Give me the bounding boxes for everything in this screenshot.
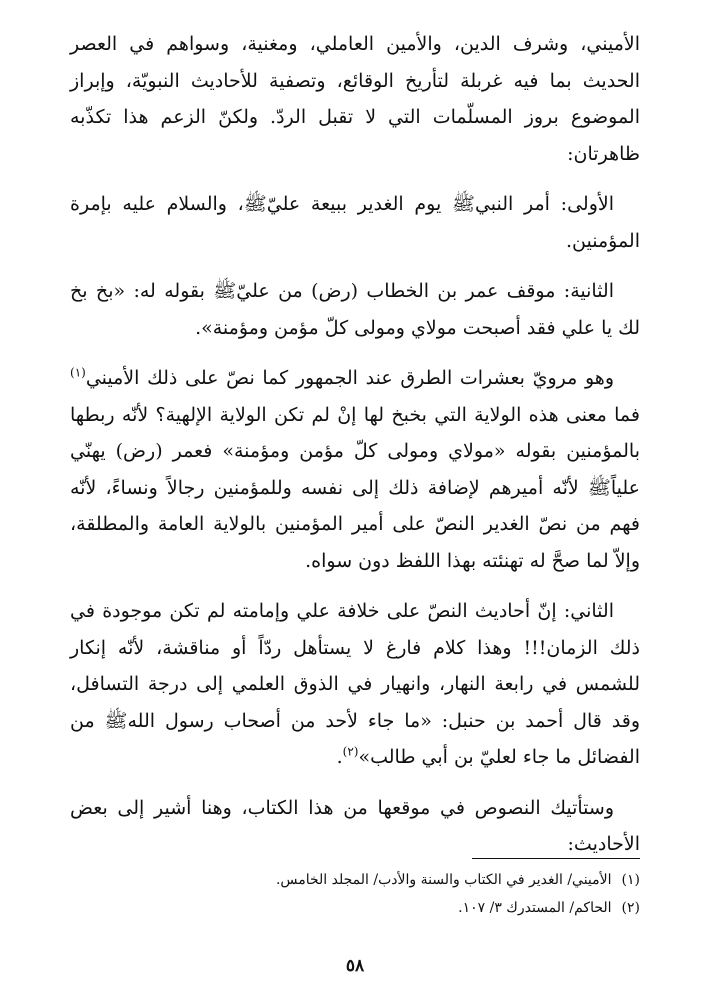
- footnote-1: [70, 866, 640, 894]
- paragraph-gap: [70, 579, 640, 593]
- footnote-text: الأميني/ الغدير في الكتاب والسنة والأدب/ المجلد الخامس.: [275, 872, 612, 888]
- body-text: [70, 26, 640, 863]
- paragraph-gap: [70, 346, 640, 360]
- paragraph-4-text-a: وهو مرويّ بعشرات الطرق عند الجمهور كما نصّ على ذلك الأميني: [85, 367, 614, 389]
- paragraph-3: الثانية: موقف عمر بن الخطاب (رض) من عليّﷺ بقوله له: «بخ بخ لك يا علي فقد أصبحت مولاي ومولى كلّ مؤمن ومؤمنة».: [70, 280, 640, 339]
- paragraph-5-text-a: الثاني: إنّ أحاديث النصّ على خلافة علي وإمامته لم تكن موجودة في ذلك الزمان!!! وهذا كلام فارغ لا يستأهل ردّاً أو مناقشة، لأنّه إنكار للشمس في رابعة النهار، وانهيار في الذوق العلمي إلى درجة التسافل، وقد قال أحمد بن حنبل: «ما جاء لأحد من أصحاب رسول اللهﷺ من الفضائل ما جاء لعليّ بن أبي طالب»: [70, 600, 640, 768]
- paragraph-gap: [70, 776, 640, 790]
- page-number: ٥٨: [345, 956, 365, 976]
- footnote-ref-1: (١): [70, 365, 86, 380]
- paragraph-4-text-b: فما معنى هذه الولاية التي بخبخ لها إنْ لم تكن الولاية الإلهية؟ لأنّه ربطها بالمؤمنين بقوله «مولاي ومولى كلّ مؤمن ومؤمنة» فعمر (رض) يهنّي علياًﷺ لأنّه أميرهم لإضافة ذلك إلى نفسه وللمؤمنين رجالاً ونساءً، لأنّه فهم من نصّ الغدير النصّ على أمير المؤمنين بالولاية العامة والمطلقة، وإلاّ لما صحَّ له تهنئته بهذا اللفظ دون سواه.: [70, 403, 640, 572]
- footnote-text: الحاكم/ المستدرك ٣/ ١٠٧.: [458, 900, 612, 916]
- footnote-ref-2: (٢): [342, 744, 359, 759]
- footnote-number: (١): [621, 872, 640, 888]
- paragraph-5: [70, 593, 640, 776]
- paragraph-6: وستأتيك النصوص في موقعها من هذا الكتاب، وهنا أشير إلى بعض الأحاديث:: [70, 796, 640, 855]
- paragraph-2: الأولى: أمر النبيﷺ يوم الغدير ببيعة عليّﷺ، والسلام عليه بإمرة المؤمنين.: [70, 193, 640, 252]
- paragraph-gap: [70, 172, 640, 186]
- paragraph-gap: [70, 259, 640, 273]
- footnote-2: [70, 894, 640, 922]
- footnotes: [70, 866, 640, 922]
- footnote-divider: [472, 858, 640, 859]
- paragraph-5-text-b: .: [336, 746, 343, 768]
- paragraph-1: الأميني، وشرف الدين، والأمين العاملي، ومغنية، وسواهم في العصر الحديث بما فيه غربلة لتأريخ الوقائع، وتصفية للأحاديث النبويّة، وإبراز الموضوع بروز المسلّمات التي لا تقبل الردّ. ولكنّ الزعم هذا تكذّبه ظاهرتان:: [70, 33, 640, 165]
- footnote-number: (٢): [621, 900, 640, 916]
- paragraph-4: [70, 360, 640, 579]
